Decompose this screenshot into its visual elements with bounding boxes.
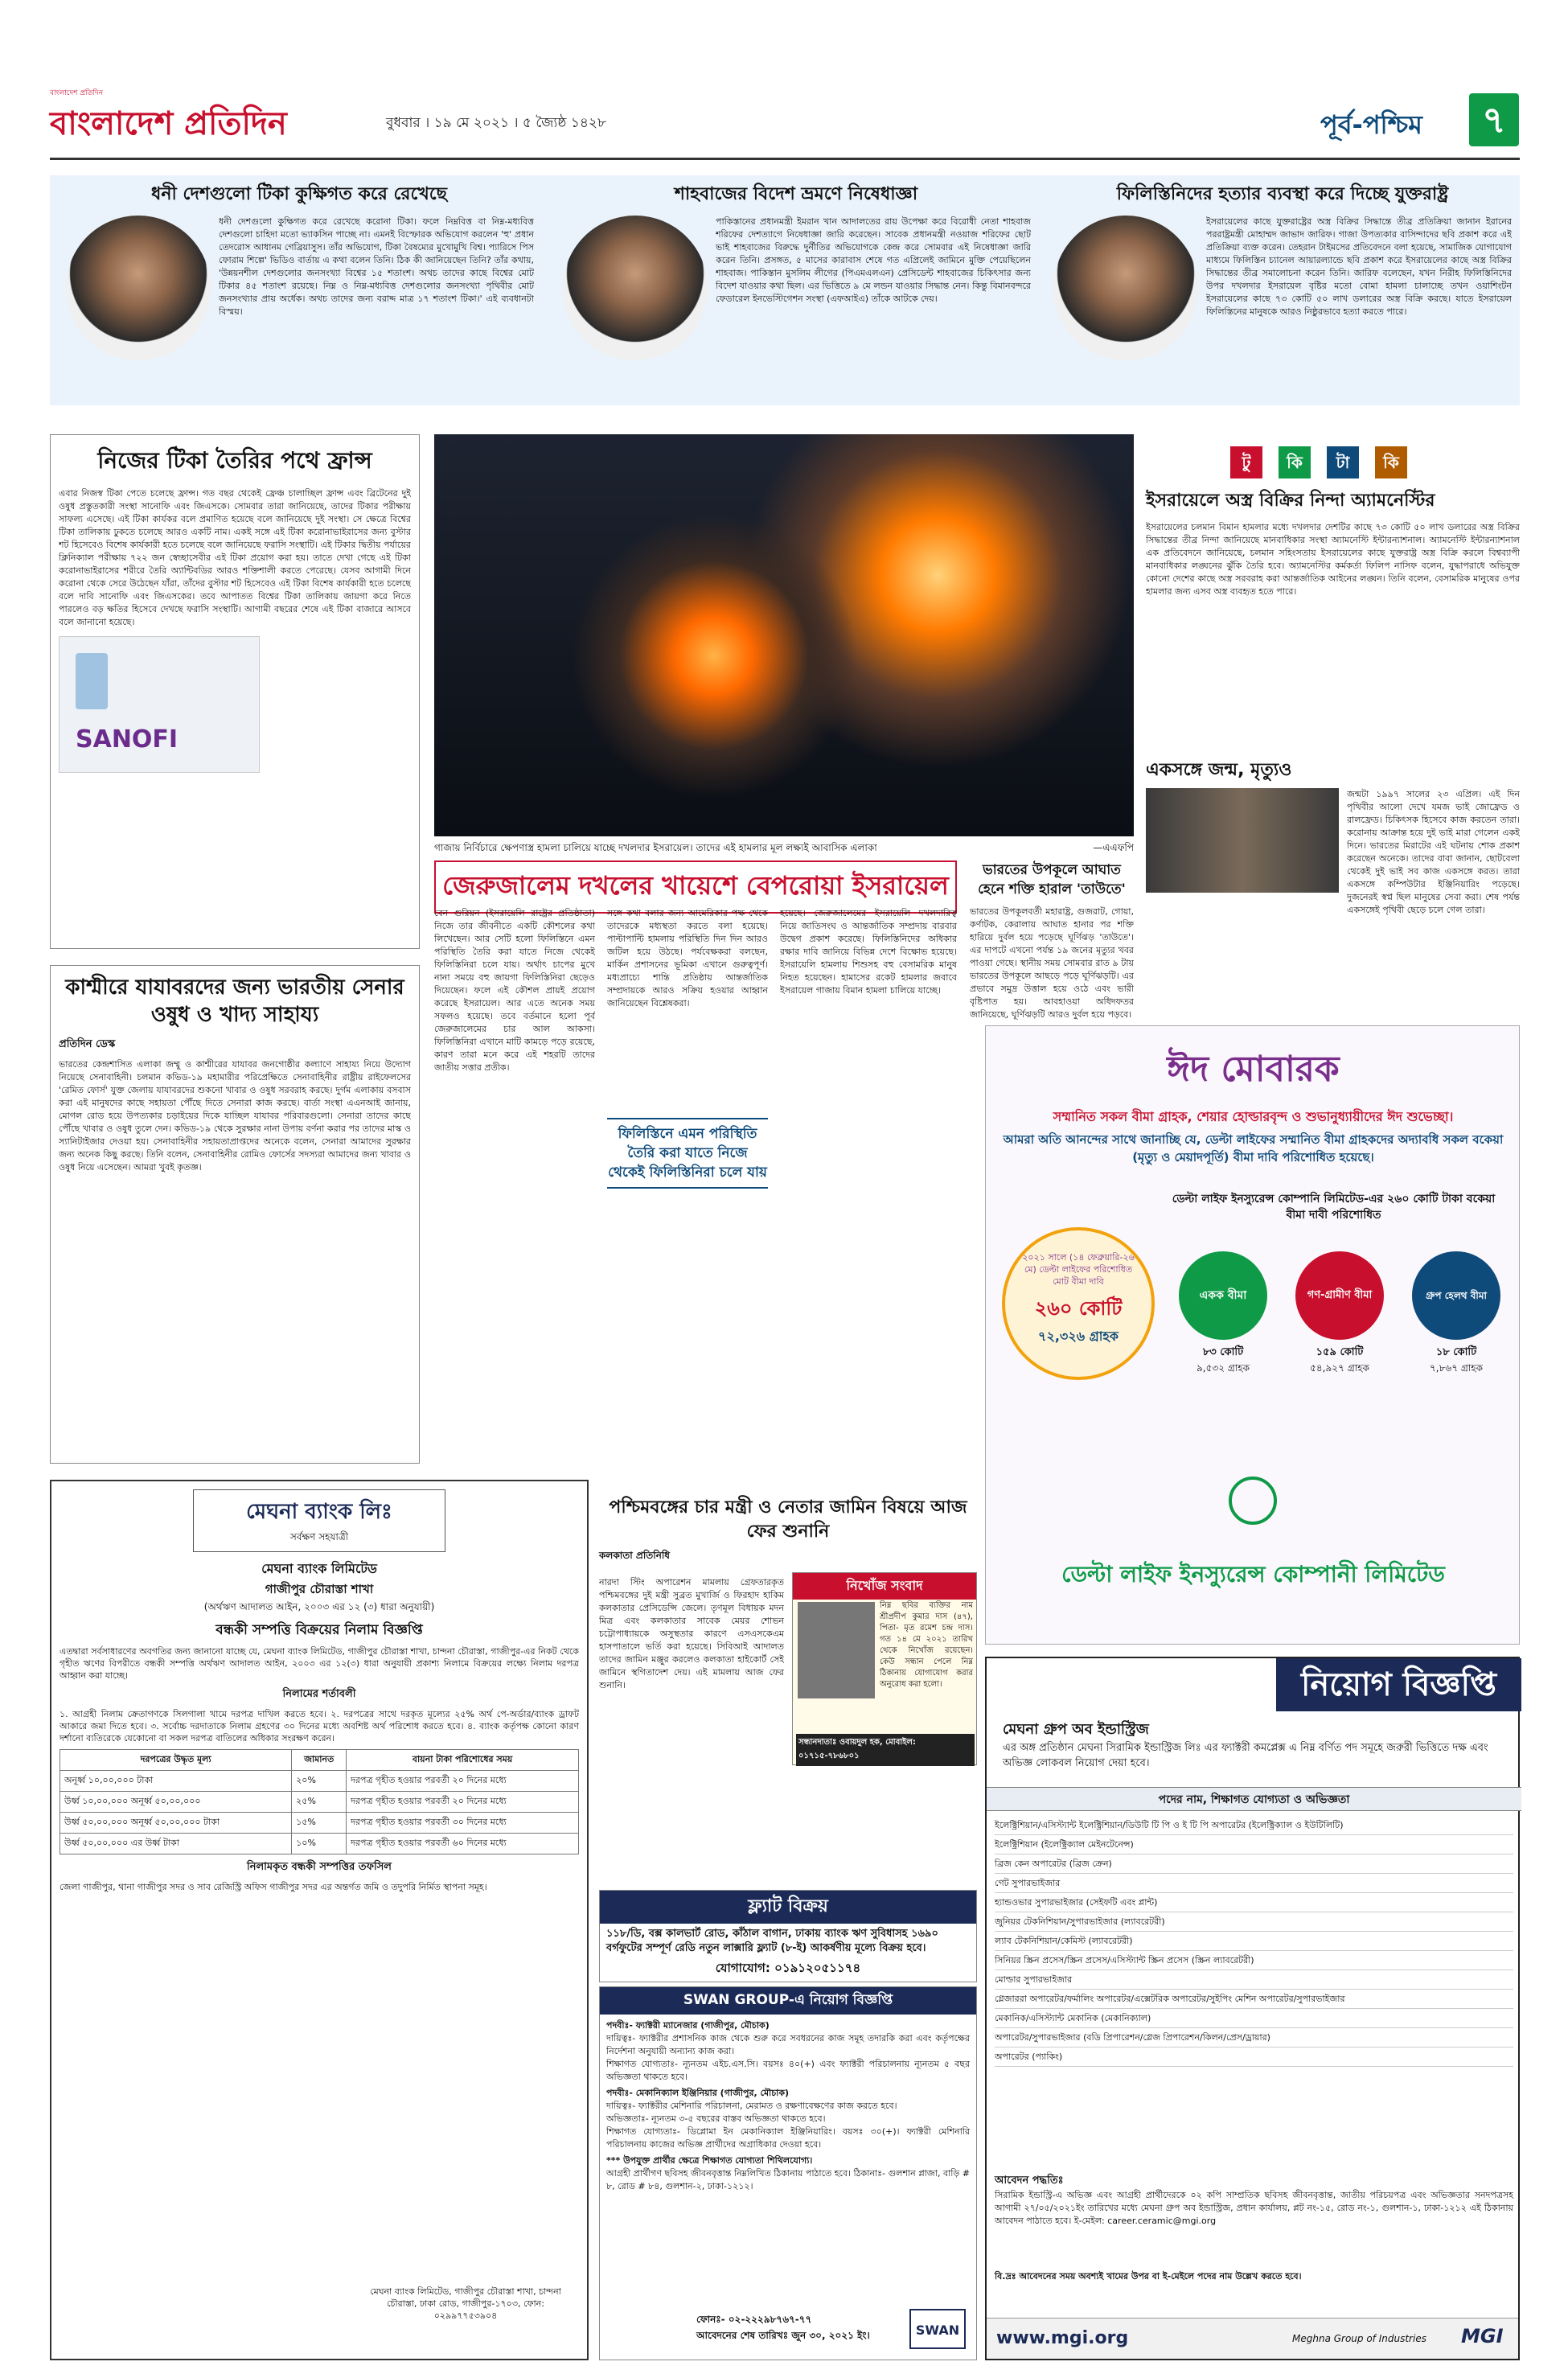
delta-life-ad [985, 1025, 1520, 1645]
tuki-1: টু [1230, 446, 1262, 478]
amnesty-story [1146, 487, 1520, 752]
mgi-footer-bar [987, 2318, 1518, 2359]
top-story-us [1045, 180, 1520, 397]
category-amount: ১৮ কোটি [1435, 1346, 1477, 1358]
bank-signature: মেঘনা ব্যাংক লিমিটেড, গাজীপুর চৌরাস্তা শাখা, চান্দনা চৌরাস্তা, ঢাকা রোড, গাজীপুর-১৭০৩, ফোন: ০২৯৯৭৭৫৩৯০৪ [370, 2286, 561, 2321]
category-amount: ১৫৯ কোটি [1316, 1346, 1364, 1358]
missing-title: নিখোঁজ সংবাদ [793, 1573, 976, 1600]
swan-ad [599, 1986, 977, 2360]
twins-story [1146, 756, 1520, 1013]
missing-body: নিম্ন ছবির ব্যক্তির নাম শ্রীপ্রদীপ কুমার দাস (৪৭), পিতা- মৃত রমেশ চন্দ্র দাস। গত ১৪ মে ২০২১ তারিখ থেকে নিখোঁজ রয়েছেন। কেউ সন্ধান পেলে নিম্ন ঠিকানায় যোগাযোগ করার অনুরোধ করা হলো। [880, 1601, 973, 1689]
swan-duty1: দায়িত্বঃ- ফ্যাক্টরীর প্রশাসনিক কাজ থেকে শুরু করে সবধরনের কাজ সমূহ তদারকি করা এবং কর্তৃপক্ষের নির্দেশনা অনুযায়ী অন্যান্য কাজ করা। [606, 2033, 970, 2056]
swan-apply: আগ্রহী প্রার্থীগণ ছবিসহ জীবনবৃত্তান্ত নিম্নলিখিত ঠিকানায় পাঠাতে হবে। ঠিকানাঃ- গুলশান প্লাজা, বাড়ি # ৮, রোড # ৮৪, গুলশান-২, ঢাকা-১২১২। [606, 2168, 970, 2191]
vaccine-vial-icon [76, 653, 108, 709]
bank-schedule-title: নিলামকৃত বন্ধকী সম্পত্তির তফসিল [247, 1861, 392, 1873]
page-number: ৭ [1482, 98, 1506, 142]
swan-exp2: অভিজ্ঞতাঃ- ন্যূনতম ৩-৫ বছরের বাস্তব অভিজ্ঞতা থাকতে হবে। [606, 2113, 826, 2124]
job-row: ল্যাব টেকনিশিয়ান/কেমিস্ট (ল্যাবরেটরী) [995, 1932, 1513, 1951]
category-amount: ৮৩ কোটি [1202, 1346, 1244, 1358]
lead-col1: বেন গুরিয়ন (ইসরায়েলি রাষ্ট্রের প্রতিষ্ঠাতা) নিজে তার জীবনীতে একটি কৌশলের কথা লিখেছেন। আর সেটি হলো ফিলিস্তিনে এমন পরিস্থিতি তৈরি করা যাতে নিজে থেকেই ফিলিস্তিনিরা চলে যায়। অর্থাৎ চাপের মুখে নানা সময়ে বহু জায়গা ফিলিস্তিনিরা ছেড়েও দিয়েছেন। ফলে এই কৌশল প্রায়ই প্রয়োগ করেছে ইসরায়েল। আর এতে অনেক সময় সফলও হয়েছে। তবে বর্তমানে হলো পূর্ব জেরুজালেমের চার আল আকসা। ফিলিস্তিনিরা এখানে মাটি কামড়ে পড়ে রয়েছে, কারণ তারা মনে করে এই শহরটি তাদের জাতীয় সত্তার প্রতীক। [434, 908, 595, 1073]
wb-body: নারদা স্টিং অপারেশন মামলায় গ্রেফতারকৃত পশ্চিমবঙ্গের দুই মন্ত্রী সুব্রত মুখার্জি ও ফিরহাদ হাকিম কলকাতার প্রেসিডেন্সি জেলে। তৃণমূল বিধায়ক মদন মিত্র এবং কলকাতার সাবেক মেয়র শোভন চট্টোপাধ্যায়কে অসুস্থতার কারণে এসএসকেএম হাসপাতালে ভর্তি করা হয়েছে। সিবিআই আদালত তাদের জামিন মঞ্জুর করলেও কলকাতা হাইকোর্ট সেই জামিনে স্থগিতাদেশ দেয়। এই মামলায় আজ ফের শুনানি। [599, 1577, 784, 1690]
eid-greeting: ঈদ মোবারক [1167, 1049, 1340, 1090]
kashmir-headline: কাশ্মীরে যাযাবরদের জন্য ভারতীয় সেনার ওষুধ ও খাদ্য সাহায্য [65, 975, 404, 1027]
france-story [50, 434, 420, 949]
job-row: অপারেটর/সুপারভাইজার (বডি প্রিপারেশন/গ্লেজ প্রিপারেশন/কিলন/প্রেস/ড্রায়ার) [995, 2028, 1513, 2047]
kashmir-byline: প্রতিদিন ডেস্ক [59, 1038, 116, 1050]
top-story-body: ধনী দেশগুলো কুক্ষিগত করে রেখেছে করোনা টিকা। ফলে নিম্নবিত্ত বা নিম্ন-মধ্যবিত্ত দেশগুলো চাহিদা মতো ভ্যাকসিন পাচ্ছে না। এমনই বিস্ফোরক অভিযোগ করলেন 'হু' প্রধান তেদরোস আধানম গেব্রিয়াসুস। তাঁর অভিযোগ, টিকা বৈষম্যের মুখোমুখি বিশ্ব। প্যারিসে পিস ফোরাম শিল্পে' ভিডিও বার্তায় এ কথা বলেন তিনি। ঠিক কী জানিয়েছেন তিনি? তাঁর কথায়, 'উন্নয়নশীল দেশগুলোর জনসংখ্যা বিশ্বের ১৫ শতাংশ। অথচ তাদের কাছে বিশ্বের মোট টিকার ৪৫ শতাংশ রয়েছে। নিম্ন ও নিম্ন-মধ্যবিত্ত দেশগুলোর জনসংখ্যা পৃথিবীর মোট জনসংখ্যার প্রায় অর্ধেক। অথচ তাদের জন্য বরাদ্দ মাত্র ১৭ শতাংশ টিকা।' এই ব্যবধানটা বিস্ময়। [219, 216, 534, 317]
swan-logo: SWAN [909, 2309, 966, 2349]
table-row [60, 1813, 579, 1834]
mgi-intro: এর অঙ্গ প্রতিষ্ঠান মেঘনা সিরামিক ইন্ডাস্ট্রিজ লিঃ এর ফ্যাক্টরী কমপ্লেক্স এ নিম্ন বর্ণিত পদ সমূহে জরুরী ভিত্তিতে দক্ষ এবং অভিজ্ঞ লোকবল নিয়োগ দেয়া হবে। [1003, 1742, 1488, 1769]
section-name: পূর্ব-পশ্চিম [1320, 109, 1422, 140]
bank-title: বন্ধকী সম্পত্তি বিক্রয়ের নিলাম বিজ্ঞপ্তি [215, 1622, 423, 1638]
bank-deposit-table [60, 1749, 579, 1854]
wb-story [599, 1496, 977, 1906]
swan-note: *** উপযুক্ত প্রার্থীর ক্ষেত্রে শিক্ষাগত যোগ্যতা শিথিলযোগ্য। [606, 2155, 813, 2166]
table-row [60, 1771, 579, 1792]
table-cell: দরপত্র গৃহীত হওয়ার পরবর্তী ৩০ দিনের মধ্যে [347, 1813, 579, 1834]
mgi-job-list [995, 1816, 1513, 2067]
category-name: গণ-গ্রামীণ বীমা [1295, 1251, 1384, 1340]
table-cell: উর্ধ্ব ১০,০০,০০০ অনূর্ধ্ব ৫০,০০,০০০ [60, 1792, 292, 1813]
top-story-body: ইসরায়েলের কাছে যুক্তরাষ্ট্রের অস্ত্র বিক্রির সিদ্ধান্তে তীব্র প্রতিক্রিয়া জানান ইরানের পররাষ্ট্রমন্ত্রী মোহাম্মদ জাভাদ জারিফ। গাজা উপত্যকার বাসিন্দাদের ছবি প্রকাশ করে এই প্রতিক্রিয়া ব্যক্ত করেন। তেহরান টাইমসের প্রতিবেদনে বলা হয়েছে, সামাজিক যোগাযোগ মাধ্যমে ফিলিস্তিন চ্যানেল আয়ারল্যান্ডে ছবি প্রকাশ করে ইসরায়েলের কাছে অস্ত্র বিক্রির সিদ্ধান্তের তীব্র সমালোচনা করেন তিনি। জারিফ বলেছেন, যখন নিরীহ ফিলিস্তিনিদের উপর দখলদার ইসরায়েল বৃষ্টির মতো বোমা হামলা চালাচ্ছে তখন ওয়াশিংটন ইসরায়েলের কাছে ৭৩ কোটি ৫০ লাখ ডলারের অস্ত্র বিক্রি করছে। যাতে ইসরায়েল ফিলিস্তিনের মানুষকে আরও নিষ্ঠুরভাবে হত্যা করতে পারে। [1206, 216, 1512, 317]
table-header: বায়না টাকা পরিশোধের সময় [347, 1750, 579, 1771]
table-row [60, 1834, 579, 1854]
delta-logo-icon [1229, 1477, 1277, 1525]
table-header: জামানত [292, 1750, 347, 1771]
delta-category-1 [1171, 1251, 1275, 1388]
twins-photo [1146, 788, 1339, 893]
flat-title: ফ্ল্যাট বিক্রয় [600, 1891, 976, 1924]
delta-total-circle [1002, 1227, 1155, 1380]
bank-tagline: সর্বক্ষণ সহযাত্রী [289, 1531, 349, 1542]
category-name: গ্রুপ হেলথ বীমা [1412, 1251, 1500, 1340]
job-row: ব্রিজ কেন অপারেটর (ব্রিজ ক্রেন) [995, 1854, 1513, 1874]
bank-schedule: জেলা গাজীপুর, থানা গাজীপুর সদর ও সাব রেজিস্ট্রি অফিস গাজীপুর সদর এর অন্তর্গত জমি ও তদুপরি নির্মিত স্থাপনা সমূহ। [60, 1882, 487, 1892]
table-cell: উর্ধ্ব ৫০,০০,০০০ এর উর্ধ্ব টাকা [60, 1834, 292, 1854]
tawte-body: ভারতের উপকূলবর্তী মহারাষ্ট্র, গুজরাট, গোয়া, কর্ণাটক, কেরালায় আঘাত হানার পর শক্তি হারিয়ে দুর্বল হয়ে পড়েছে ঘূর্ণিঝড় 'তাউতে'। এর দাপটে এখনো পর্যন্ত ১৯ জনের মৃত্যুর খবর পাওয়া গেছে। স্থানীয় সময় সোমবার রাত ৯ টায় ভারতের উপকূলে আছড়ে পড়ে ঘূর্ণিঝড়টি। এর প্রভাবে সমুদ্র উত্তাল হয়ে ওঠে এবং ভারী বৃষ্টিপাত হয়। আবহাওয়া অধিদফতর জানিয়েছে, ঘূর্ণিঝড়টি আরও দুর্বল হয়ে পড়বে। [970, 906, 1134, 1020]
job-row: মোল্ডার সুপারভাইজার [995, 1970, 1513, 1990]
tedros-photo [66, 216, 211, 360]
swan-duty2: দায়িত্বঃ- ফ্যাক্টরীর মেশিনারি পরিচালনা, মেরামত ও রক্ষণাবেক্ষণের কাজ করতে হবে। [606, 2101, 897, 2111]
category-name: একক বীমা [1179, 1251, 1267, 1340]
swan-post2: পদবীঃ- মেকানিক্যাল ইঞ্জিনিয়ার (গাজীপুর, মৌচাক) [606, 2088, 790, 2098]
circle-customers: ৭২,৩২৬ গ্রাহক [1038, 1329, 1119, 1344]
top-story-who [58, 180, 540, 397]
job-row: গেট সুপারভাইজার [995, 1874, 1513, 1893]
photo-caption [434, 841, 1134, 857]
delta-subtitle: ডেল্টা লাইফ ইনস্যুরেন্স কোম্পানি লিমিটেড-এর ২৬০ কোটি টাকা বকেয়া বীমা দাবী পরিশোধিত [1172, 1193, 1496, 1222]
mgi-title: নিয়োগ বিজ্ঞপ্তি [1276, 1658, 1521, 1711]
bank-intro: এতদ্বারা সর্বসাধারণের অবগতির জন্য জানানো যাচ্ছে যে, মেঘনা ব্যাংক লিমিটেড, গাজীপুর চৌরাস্তা শাখা, চান্দনা চৌরাস্তা, গাজীপুর-এর নিকট থেকে গৃহীত ঋণের বিপরীতে বন্ধকী সম্পত্তি অর্থঋণ আদালত আইন, ২০০৩ এর ১২(৩) ধারা অনুযায়ী প্রকাশ্য নিলামে বিক্রয়ের লক্ষ্যে নিলাম দরপত্র আহ্বান করা যাচ্ছে। [60, 1646, 579, 1681]
missing-person-ad [792, 1572, 977, 1765]
tuki-taki-badge [1230, 446, 1439, 478]
table-header: দরপত্রের উদ্ধৃত মূল্য [60, 1750, 292, 1771]
kashmir-story [50, 965, 420, 1464]
table-cell: উর্ধ্ব ৫০,০০,০০০ অনূর্ধ্ব ৫০,০০,০০০ টাকা [60, 1813, 292, 1834]
delta-line1: সম্মানিত সকল বীমা গ্রাহক, শেয়ার হোল্ডারবৃন্দ ও শুভানুধ্যায়ীদের ঈদ শুভেচ্ছা। [1053, 1109, 1454, 1124]
masthead-logo: বাংলাদেশ প্রতিদিন [50, 105, 287, 142]
masthead [50, 87, 1520, 151]
top-story-body: পাকিস্তানের প্রধানমন্ত্রী ইমরান খান আদালতের রায় উপেক্ষা করে বিরোধী নেতা শাহবাজ শরিফের দেশত্যাগে নিষেধাজ্ঞা জারি করেছেন। সাবেক প্রধানমন্ত্রী নওয়াজ শরিফের ছোট ভাই শাহবাজের বিরুদ্ধে দুর্নীতির অভিযোগকে কেন্দ্র করে সোমবার এই নিষেধাজ্ঞা জারি করেন তিনি। প্রসঙ্গত, ৫ মাসের কারাবাস শেষে গত এপ্রিলেই জামিনে মুক্তি পেয়েছিলেন শাহবাজ। পাকিস্তান মুসলিম লীগের (পিএমএলএন) প্রেসিডেন্ট শাহবাজের চিকিৎসার জন্য বিদেশ যাওয়ার কথা ছিল। এর ভিত্তিতে ৯ মে লন্ডন যাওয়ার সিদ্ধান্ত নেন। কিন্তু বিমানবন্দরে ফেডারেল ইনভেস্টিগেশন সংস্থা (এফআইএ) তাঁকে আটকে দেয়। [716, 216, 1031, 304]
bank-branch: গাজীপুর চৌরাস্তা শাখা [265, 1582, 374, 1596]
photo-credit: —এএফপি [1093, 842, 1134, 853]
delta-category-2 [1287, 1251, 1392, 1388]
bank-conditions: ১. আগ্রহী নিলাম ক্রেতাগণকে সিলগালা খামে দরপত্র দাখিল করতে হবে। ২. দরপত্রের সাথে দরকৃত মূল্যের ২৫% অর্থ পে-অর্ডার/ব্যাংক ড্রাফট আকারে জমা দিতে হবে। ৩. সর্বোচ্চ দরদাতাকে নিলাম গ্রহণের ৩০ দিনের মধ্যে অবশিষ্ট অর্থ পরিশোধ করতে হবে। ৪. ব্যাংক কর্তৃপক্ষ কোনো কারণ দর্শানো ব্যতিরেকে যেকোনো বা সকল দরপত্র বাতিলের অধিকার সংরক্ষণ করেন। [60, 1709, 579, 1744]
twins-headline: একসঙ্গে জন্ম, মৃত্যুও [1146, 760, 1292, 780]
category-customers: ৯,৫৩২ গ্রাহক [1197, 1362, 1250, 1374]
bank-conditions-title: নিলামের শর্তাবলী [282, 1688, 356, 1700]
delta-company-name: ডেল্টা লাইফ ইনস্যুরেন্স কোম্পানী লিমিটেড [1061, 1561, 1445, 1587]
issue-date: বুধবার । ১৯ মে ২০২১ । ৫ জ্যৈষ্ঠ ১৪২৮ [386, 115, 606, 131]
table-cell: দরপত্র গৃহীত হওয়ার পরবর্তী ২০ দিনের মধ্যে [347, 1771, 579, 1792]
top-story-headline: ধনী দেশগুলো টিকা কুক্ষিগত করে রেখেছে [151, 184, 447, 204]
mgi-footer-name: Meghna Group of Industries [1292, 2333, 1426, 2344]
lead-col2: সঙ্গে কথা বলার জন্য আমেরিকার পক্ষ থেকে তাদেরকে মধ্যস্থতা করতে বলা হয়েছে। পাল্টাপাল্টি হামলায় পরিস্থিতি দিন দিন আরও জটিল হয়ে উঠছে। পর্যবেক্ষকরা বলছেন, মার্কিন প্রশাসনের ভূমিকা এখানে গুরুত্বপূর্ণ। মধ্যপ্রাচ্যে শান্তি প্রতিষ্ঠায় আন্তর্জাতিক সম্প্রদায়কে আরও সক্রিয় হওয়ার আহ্বান জানিয়েছেন বিশ্লেষকরা। [607, 908, 768, 1008]
category-customers: ৭,৮৬৭ গ্রাহক [1430, 1362, 1483, 1374]
wb-headline: পশ্চিমবঙ্গের চার মন্ত্রী ও নেতার জামিন বিষয়ে আজ ফের শুনানি [609, 1497, 967, 1542]
tawte-headline: ভারতের উপকূলে আঘাত হেনে শক্তি হারাল 'তাউতে' [978, 862, 1126, 897]
mgi-table-header: পদের নাম, শিক্ষাগত যোগ্যতা ও অভিজ্ঞতা [987, 1787, 1521, 1811]
missing-contact: সন্ধানদাতাঃ ওবায়দুল হক, মোবাইল: ০১৭১৫-৭৮৬৮০১ [796, 1734, 975, 1766]
bank-law: (অর্থঋণ আদালত আইন, ২০০৩ এর ১২ (৩) ধারা অনুযায়ী) [203, 1601, 435, 1612]
pull-quote: ফিলিস্তিনে এমন পরিস্থিতি তৈরি করা যাতে নিজে থেকেই ফিলিস্তিনিরা চলে যায় [607, 1118, 768, 1189]
table-cell: ২০% [292, 1771, 347, 1792]
amnesty-body: ইসরায়েলের চলমান বিমান হামলার মধ্যে দখলদার দেশটির কাছে ৭৩ কোটি ৫০ লাখ ডলারের অস্ত্র বিক্রির সিদ্ধান্তের তীব্র নিন্দা জানিয়েছে মানবাধিকার সংস্থা অ্যামনেস্টি ইন্টারন্যাশনাল। অ্যামনেস্টি ইন্টারন্যাশনাল এক প্রতিবেদনে জানিয়েছে, চলমান সহিংসতায় ইসরায়েলের কাছে যুক্তরাষ্ট্র অস্ত্র বিক্রি করলে বিশ্বব্যাপী মানবাধিকার লঙ্ঘনের ঝুঁকি তৈরি হবে। অ্যামনেস্টির কর্মকর্তা ফিলিপ নাসিফ বলেন, যুদ্ধাপরাধে অভিযুক্ত কোনো দেশের কাছে অস্ত্র সরবরাহ করা আন্তর্জাতিক আইনের লঙ্ঘন। তিনি বলেন, বেসামরিক মানুষের ওপর হামলার জন্য এসব অস্ত্র ব্যবহৃত হতে পারে। [1146, 522, 1520, 597]
wb-byline: কলকাতা প্রতিনিধি [599, 1550, 671, 1561]
table-cell: ২৫% [292, 1792, 347, 1813]
flat-contact: যোগাযোগ: ০১৯১২০৫১১৭৪ [715, 1961, 861, 1975]
twins-body: জন্মটা ১৯৯৭ সালের ২৩ এপ্রিল। এই দিন পৃথিবীর আলো দেখে যমজ ভাই জোফ্রেড ও রালফ্রেড। চিকিৎসক হিসেবে কাজ করতেন তারা। করোনায় আক্রান্ত হয়ে দুই ভাই মারা গেলেন একই দিনে। ভারতের মিরাটের এই ঘটনায় শোক প্রকাশ করেছেন অনেকে। তাদের বাবা জানান, ছোটবেলা থেকেই দুই ভাই সব কাজ একসঙ্গে করত। তারা একসঙ্গে কম্পিউটার ইঞ্জিনিয়ারিং পড়েছে। দুজনেরই স্বপ্ন ছিল মানুষের সেবা করা। শেষ পর্যন্ত একসঙ্গেই পৃথিবী ছেড়ে চলে গেল তারা। [1347, 789, 1520, 915]
flat-ad [599, 1890, 977, 1982]
job-row: হ্যান্ডওভার সুপারভাইজার (সেইফটি এবং প্লান্ট) [995, 1893, 1513, 1912]
mgi-company: মেঘনা গ্রুপ অব ইন্ডাস্ট্রিজ [1003, 1721, 1149, 1738]
job-row: সিনিয়র স্ক্রিন প্রসেস/স্ক্রিন প্রসেস/এসিস্ট্যান্ট স্ক্রিন প্রসেস (স্ক্রিন ল্যাবরেটরী) [995, 1951, 1513, 1970]
table-cell: দরপত্র গৃহীত হওয়ার পরবর্তী ২০ দিনের মধ্যে [347, 1792, 579, 1813]
table-row [60, 1792, 579, 1813]
job-row: গ্লেজাররা অপারেটর/ফর্মালিং অপারেটর/এক্সেটরিক অপারেটর/সুইপিং মেশিন অপারেটর/সুপারভাইজার [995, 1990, 1513, 2009]
tuki-2: কি [1279, 446, 1311, 478]
circle-title: ২০২১ সালে (১৪ ফেব্রুয়ারি-২৬ মে) ডেল্টা লাইফের পরিশোধিত মোট বীমা দাবি [1022, 1252, 1135, 1287]
bank-logo-box [193, 1489, 445, 1552]
top-story-headline: শাহবাজের বিদেশ ভ্রমণে নিষেধাজ্ঞা [674, 184, 918, 204]
job-row: মেকানিক/এসিস্ট্যান্ট মেকানিক (মেকানিক্যাল) [995, 2009, 1513, 2028]
delta-line2: আমরা অতি আনন্দের সাথে জানাচ্ছি যে, ডেল্টা লাইফের সম্মানিত বীমা গ্রাহকদের অদ্যাবধি সকল বকেয়া (মৃত্যু ও মেয়াদপূর্তি) বীমা দাবি পরিশোধিত হয়েছে। [1003, 1132, 1504, 1164]
delta-category-3 [1404, 1251, 1508, 1388]
missing-person-photo [798, 1602, 875, 1698]
sanofi-logo: SANOFI [76, 725, 179, 754]
table-cell: ১৫% [292, 1813, 347, 1834]
category-customers: ৫৪,৯২৭ গ্রাহক [1310, 1362, 1369, 1374]
caption-text: গাজায় নির্বিচারে ক্ষেপণাস্ত্র হামলা চালিয়ে যাচ্ছে দখলদার ইসরায়েল। তাদের এই হামলার মূল লক্ষ্যই আবাসিক এলাকা [434, 842, 877, 853]
swan-edu1: শিক্ষাগত যোগ্যতাঃ- ন্যূনতম এইচ.এস.সি। বয়সঃ ৪০(+) এবং ফ্যাক্টরী পরিচালনায় ন্যূনতম ৫ বছর অভিজ্ঞতা থাকতে হবে। [606, 2059, 970, 2082]
sanofi-image [59, 636, 260, 773]
france-headline: নিজের টিকা তৈরির পথে ফ্রান্স [97, 447, 372, 474]
lead-headline: জেরুজালেম দখলের খায়েশে বেপরোয়া ইসরায়েল [434, 860, 957, 914]
tuki-3: টা [1327, 446, 1359, 478]
bank-name: মেঘনা ব্যাংক লিমিটেড [261, 1561, 377, 1576]
swan-edu2: শিক্ষাগত যোগ্যতাঃ- ডিপ্লোমা ইন মেকানিক্যাল ইঞ্জিনিয়ারিং। বয়সঃ ৩০(+)। ফ্যাক্টরী মেশিনারি পরিচালনায় কাজের অভিজ্ঞ প্রার্থীদের অগ্রাধিকার দেওয়া হবে। [606, 2126, 970, 2150]
swan-phone: ফোনঃ- ০২-২২২৯৮৭৬৭-৭৭ [696, 2314, 812, 2325]
lead-col3: হয়েছে। জেরুজালেমের ইসরায়েলি দখলদারিত্ব নিয়ে জাতিসংঘ ও আন্তর্জাতিক সম্প্রদায় বারবার উদ্বেগ প্রকাশ করেছে। ফিলিস্তিনিদের অধিকার রক্ষার দাবি জানিয়ে বিভিন্ন দেশে বিক্ষোভ হয়েছে। ইসরায়েলি হামলায় শিশুসহ বহু বেসামরিক মানুষ নিহত হয়েছেন। হামাসের রকেট হামলার জবাবে ইসরায়েল গাজায় বিমান হামলা চালিয়ে যাচ্ছে। [780, 908, 957, 996]
masthead-rule [50, 158, 1520, 160]
top-story-headline: ফিলিস্তিনিদের হত্যার ব্যবস্থা করে দিচ্ছে যুক্তরাষ্ট্র [1116, 184, 1449, 204]
circle-amount: ২৬০ কোটি [1034, 1297, 1123, 1320]
job-row: জুনিয়র টেকনিশিয়ান/সুপারভাইজার (ল্যাবরেটরী) [995, 1912, 1513, 1932]
kashmir-body: ভারতের কেন্দ্রশাসিত এলাকা জম্মু ও কাশ্মীরের যাযাবর জনগোষ্ঠীর কল্যাণে সাহায্য নিয়ে উদ্যোগ নিয়েছে সেনাবাহিনী। চলমান কভিড-১৯ মহামারীর পরিপ্রেক্ষিতে সেনাবাহিনীর রাষ্ট্রীয় রাইফেলসের 'রেমিত ফোর্স' যুক্ত জেলায় যাযাবরদের শুকনো খাবার ও ওষুধ সরবরাহ করছে। দুর্গম এলাকায় বসবাস করা এই মানুষদের কাছে সহায়তা পৌঁছে দিতে সেনারা কাজ করছে। বার্তা সংস্থা এএনআই জানায়, মোগল রোড হয়ে উপত্যকার চড়াইয়ের দিকে যাচ্ছিল যাযাবর পরিবারগুলো। সেনারা তাদের কাছে পৌঁছে খাবার ও ওষুধ তুলে দেন। কভিড-১৯ থেকে সুরক্ষার নানা উপায় বর্ণনা করার পর তাদের মাস্ক ও স্যানিটাইজার দেওয়া হয়। সেনাবাহিনীর সহায়তাপ্রাপ্তদের অনেকে বলেন, সেনারা আমাদের সুরক্ষার জন্য অনেক কিছু করছে। তিনি বলেন, সেনাবাহিনীর রোমিও ফোর্সের সদস্যরা আমাদের জন্য খাবার ও ওষুধ নিয়ে এসেছেন। আমরা খুবই কৃতজ্ঞ। [59, 1059, 411, 1173]
flat-body: ১১৮/ডি, বক্স কালভার্ট রোড, কাঁঠাল বাগান, ঢাকায় ব্যাংক ঋণ সুবিধাসহ ১৬৯০ বর্গফুটের সম্পূর্ণ রেডি নতুন লাক্সারি ফ্ল্যাট (৮-ই) আকর্ষণীয় মূল্যে বিক্রয় হবে। [606, 1928, 938, 1954]
swan-post1: পদবীঃ- ফ্যাক্টরী ম্যানেজার (গাজীপুর, মৌচাক) [606, 2020, 770, 2031]
job-row: অপারেটর (প্যাকিং) [995, 2047, 1513, 2067]
mgi-apply: সিরামিক ইন্ডাস্ট্রি-এ অভিজ্ঞ এবং আগ্রহী প্রার্থীদেরকে ০২ কপি সাম্প্রতিক ছবিসহ জীবনবৃত্তান্ত, জাতীয় পরিচয়পত্র এবং অভিজ্ঞতার সনদপত্রসহ আগামী ২৭/০৫/২০২১ইং তারিখের মধ্যে মেঘনা গ্রুপ অব ইন্ডাস্ট্রিজ, প্রধান কার্যালয়, প্লট নং-১৫, রোড নং-১, গুলশান-১, ঢাকা-১২১২ এই ঠিকানায় আবেদন পাঠাতে হবে। ই-মেইল: career.ceramic@mgi.org [995, 2190, 1513, 2226]
meghna-bank-ad [50, 1480, 589, 2360]
mgi-website[interactable]: www.mgi.org [996, 2328, 1129, 2348]
masthead-tagline: বাংলাদেশ প্রতিদিন [50, 89, 104, 97]
swan-deadline: আবেদনের শেষ তারিখঃ জুন ৩০, ২০২১ ইং। [696, 2330, 870, 2341]
table-cell: অনূর্ধ্ব ১০,০০,০০০ টাকা [60, 1771, 292, 1792]
bank-logo: মেঘনা ব্যাংক লিঃ [246, 1500, 392, 1524]
job-row: ইলেক্ট্রিশিয়ান (ইলেক্ট্রিক্যাল মেইনটেনেন্স) [995, 1835, 1513, 1854]
top-story-shahbaz [555, 180, 1037, 397]
page-number-badge [1469, 93, 1519, 146]
job-row: ইলেক্ট্রিশিয়ান/এসিস্ট্যান্ট ইলেক্ট্রিশিয়ান/ডিউটি টি পি ও ই টি পি অপারেটর (ইলেক্ট্রিক্যাল ও ইউটিলিটি) [995, 1816, 1513, 1835]
mgi-note: বি.দ্রঃ আবেদনের সময় অবশ্যই খামের উপর বা ই-মেইলে পদের নাম উল্লেখ করতে হবে। [995, 2271, 1302, 2282]
amnesty-headline: ইসরায়েলে অস্ত্র বিক্রির নিন্দা অ্যামনেস্টির [1146, 491, 1435, 511]
shahbaz-photo [563, 216, 708, 360]
france-body: এবার নিজস্ব টিকা পেতে চলেছে ফ্রান্স। গত বছর থেকেই ফ্রেঞ্চ চালাচ্ছিল ফ্রান্স এবং ব্রিটেনের দুই ওষুধ প্রস্তুতকারী সংস্থা সানোফি এবং জিএসকে। সোমবার তারা জানিয়েছে, তাদের টিকার পরীক্ষায় সাফল্য এসেছে। এই টিকা কার্যকর বলে প্রমাণিত হয়েছে বলে জানিয়েছে দুই সংস্থা। সে ক্ষেত্রে বিশ্বের টিকা তালিকায় ঢুকতে চলেছে আরও একটি নাম। একই সঙ্গে এই টিকা করোনাভাইরাসের জন্য বুস্টার শট হিসেবেও বিশেষ কার্যকারী হতে চলেছে বলে জানিয়েছে ফরাসি সংস্থাটি। এই টিকার দ্বিতীয় পর্যায়ের ক্লিনিক্যাল পরীক্ষায় ৭২২ জন স্বেচ্ছাসেবীর এই টিকা প্রয়োগ করা হয়। তাতে দেখা গেছে এই টিকা করোনাভাইরাসের শরীরে তৈরি অ্যান্টিবডির আরও শক্তিশালী করতে পেরেছে। যেসব আগামী দিনে করোনা থেকে সেরে উঠেছেন যাঁরা, তাঁদের বুস্টার শট হিসেবেও এই টিকা বিশেষ কার্যকারী হতে চলেছে বলে দাবি সানোফি এবং জিএসকের। তবে আপাতত বিশ্বের টিকা তালিকায় জায়গা করে নিতে পারলেও বড় ক্ষতির হিসেবে দেখছে ফরাসি সংস্থাটি। আগামী বছরের শেষে এই টিকা বাজারে আসবে বলে জানানো হয়েছে। [59, 488, 411, 627]
table-cell: দরপত্র গৃহীত হওয়ার পরবর্তী ৬০ দিনের মধ্যে [347, 1834, 579, 1854]
swan-title: SWAN GROUP-এ নিয়োগ বিজ্ঞপ্তি [600, 1987, 976, 2015]
gaza-photo [434, 434, 1134, 836]
mgi-apply-title: আবেদন পদ্ধতিঃ [995, 2175, 1064, 2187]
zarif-photo [1053, 216, 1198, 360]
mgi-logo: MGI [1461, 2325, 1504, 2347]
mgi-ad [985, 1657, 1520, 2360]
table-cell: ১০% [292, 1834, 347, 1854]
tuki-4: কি [1375, 446, 1407, 478]
